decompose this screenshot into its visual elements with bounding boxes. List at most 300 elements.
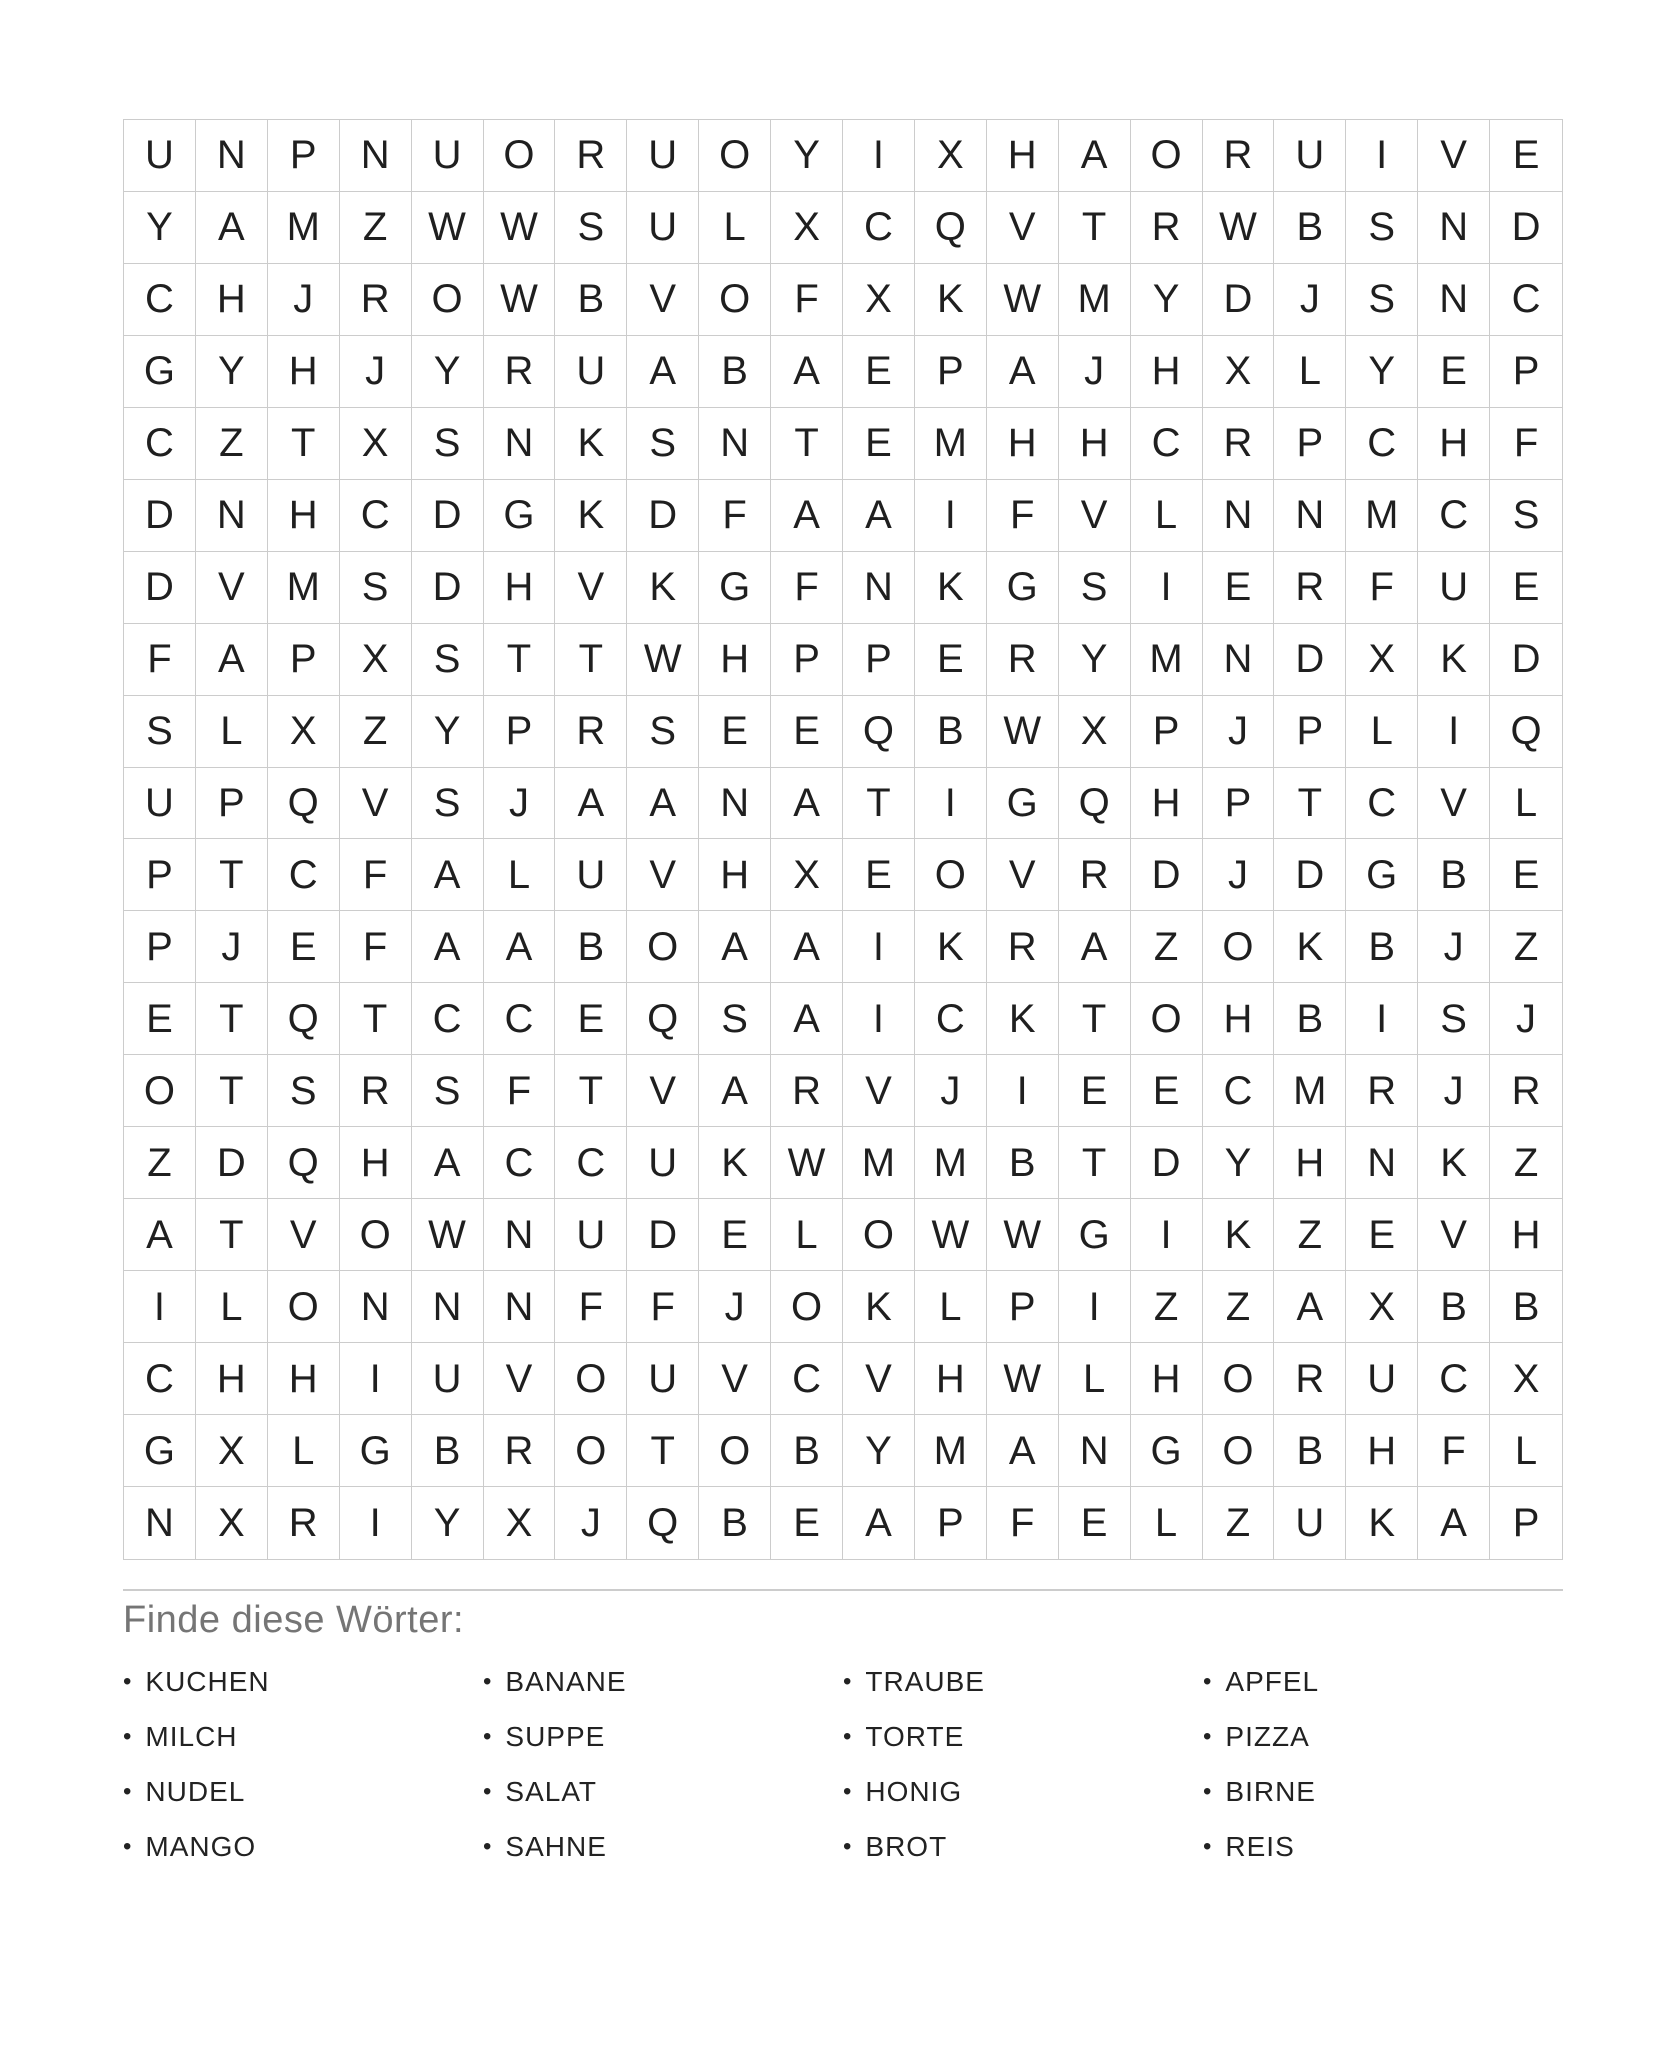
grid-cell[interactable]: A xyxy=(699,911,771,983)
grid-cell[interactable]: V xyxy=(843,1343,915,1415)
grid-cell[interactable]: P xyxy=(1512,1501,1540,1546)
grid-cell[interactable]: H xyxy=(699,624,771,696)
grid-cell[interactable]: J xyxy=(1203,696,1275,768)
grid-cell[interactable]: C xyxy=(771,1343,843,1415)
grid-cell[interactable]: W xyxy=(1203,192,1275,264)
grid-cell[interactable]: Y xyxy=(412,696,484,768)
grid-cell[interactable]: A xyxy=(1059,911,1131,983)
grid-cell[interactable]: H xyxy=(1131,336,1203,408)
grid-cell[interactable]: Z xyxy=(1490,1127,1562,1199)
grid-cell[interactable]: K xyxy=(1274,911,1346,983)
grid-cell[interactable]: C xyxy=(268,839,340,911)
grid-cell[interactable]: V xyxy=(699,1343,771,1415)
grid-cell[interactable]: V xyxy=(196,552,268,624)
grid-cell[interactable]: N xyxy=(699,408,771,480)
grid-cell[interactable]: F xyxy=(484,1055,556,1127)
grid-cell[interactable]: S xyxy=(124,696,196,768)
grid-cell[interactable]: S xyxy=(412,1055,484,1127)
grid-cell[interactable]: U xyxy=(627,192,699,264)
grid-cell[interactable]: F xyxy=(340,911,412,983)
grid-cell[interactable]: K xyxy=(915,911,987,983)
grid-cell[interactable]: L xyxy=(196,1271,268,1343)
grid-cell[interactable]: A xyxy=(627,768,699,840)
grid-cell[interactable]: I xyxy=(1418,696,1490,768)
grid-cell[interactable]: K xyxy=(699,1127,771,1199)
grid-cell[interactable]: C xyxy=(1346,408,1418,480)
grid-cell[interactable]: D xyxy=(1131,839,1203,911)
grid-cell[interactable]: H xyxy=(268,480,340,552)
grid-cell[interactable]: M xyxy=(1346,480,1418,552)
grid-cell[interactable]: F xyxy=(771,552,843,624)
grid-cell[interactable]: Y xyxy=(1203,1127,1275,1199)
grid-cell[interactable]: S xyxy=(627,696,699,768)
grid-cell[interactable]: X xyxy=(340,624,412,696)
grid-cell[interactable]: V xyxy=(268,1199,340,1271)
grid-cell[interactable]: O xyxy=(412,264,484,336)
grid-cell[interactable]: S xyxy=(1418,983,1490,1055)
grid-cell[interactable]: T xyxy=(340,983,412,1055)
grid-cell[interactable]: X xyxy=(1203,336,1275,408)
grid-cell[interactable]: O xyxy=(340,1199,412,1271)
grid-cell[interactable]: Z xyxy=(340,192,412,264)
grid-cell[interactable]: W xyxy=(771,1127,843,1199)
grid-cell[interactable]: J xyxy=(1203,839,1275,911)
grid-cell[interactable]: F xyxy=(1490,408,1562,480)
grid-cell[interactable]: J xyxy=(196,911,268,983)
grid-cell[interactable]: U xyxy=(1274,1487,1346,1559)
grid-cell[interactable]: J xyxy=(555,1487,627,1559)
grid-cell[interactable]: D xyxy=(1490,624,1562,696)
grid-cell[interactable]: P xyxy=(843,624,915,696)
grid-cell[interactable]: O xyxy=(843,1199,915,1271)
grid-cell[interactable]: R xyxy=(771,1055,843,1127)
grid-cell[interactable]: N xyxy=(1418,192,1490,264)
grid-cell[interactable]: S xyxy=(1490,480,1562,552)
grid-cell[interactable]: N xyxy=(340,120,412,192)
grid-cell[interactable]: P xyxy=(1274,408,1346,480)
grid-cell[interactable]: K xyxy=(915,552,987,624)
grid-cell[interactable]: P xyxy=(268,120,340,192)
grid-cell[interactable]: I xyxy=(340,1487,412,1559)
grid-cell[interactable]: R xyxy=(1059,839,1131,911)
grid-cell[interactable]: S xyxy=(627,408,699,480)
grid-cell[interactable]: K xyxy=(843,1271,915,1343)
grid-cell[interactable]: B xyxy=(771,1415,843,1487)
grid-cell[interactable]: Z xyxy=(1203,1487,1275,1559)
grid-cell[interactable]: E xyxy=(843,839,915,911)
grid-cell[interactable]: L xyxy=(268,1415,340,1487)
grid-cell[interactable]: W xyxy=(987,1343,1059,1415)
grid-cell[interactable]: C xyxy=(124,408,196,480)
grid-cell[interactable]: F xyxy=(771,264,843,336)
grid-cell[interactable]: Q xyxy=(1490,696,1562,768)
grid-cell[interactable]: R xyxy=(1274,552,1346,624)
grid-cell[interactable]: C xyxy=(1131,408,1203,480)
grid-cell[interactable]: R xyxy=(484,1415,556,1487)
grid-cell[interactable]: I xyxy=(915,480,987,552)
grid-cell[interactable]: H xyxy=(1059,408,1131,480)
grid-cell[interactable]: Z xyxy=(340,696,412,768)
grid-cell[interactable]: B xyxy=(915,696,987,768)
grid-cell[interactable]: P xyxy=(1203,768,1275,840)
grid-cell[interactable]: A xyxy=(771,911,843,983)
grid-cell[interactable]: M xyxy=(843,1127,915,1199)
grid-cell[interactable]: V xyxy=(555,552,627,624)
grid-cell[interactable]: A xyxy=(196,624,268,696)
grid-cell[interactable]: S xyxy=(412,768,484,840)
grid-cell[interactable]: S xyxy=(412,624,484,696)
grid-cell[interactable]: B xyxy=(1418,839,1490,911)
grid-cell[interactable]: D xyxy=(412,552,484,624)
grid-cell[interactable]: E xyxy=(771,696,843,768)
grid-cell[interactable]: A xyxy=(1059,120,1131,192)
grid-cell[interactable]: T xyxy=(843,768,915,840)
grid-cell[interactable]: B xyxy=(699,336,771,408)
grid-cell[interactable]: F xyxy=(124,624,196,696)
grid-cell[interactable]: I xyxy=(843,911,915,983)
grid-cell[interactable]: A xyxy=(699,1055,771,1127)
grid-cell[interactable]: P xyxy=(268,624,340,696)
grid-cell[interactable]: K xyxy=(987,983,1059,1055)
grid-cell[interactable]: S xyxy=(268,1055,340,1127)
grid-cell[interactable]: I xyxy=(1131,552,1203,624)
grid-cell[interactable]: L xyxy=(1490,1415,1562,1487)
grid-cell[interactable]: E xyxy=(1131,1055,1203,1127)
grid-cell[interactable]: Q xyxy=(627,983,699,1055)
grid-cell[interactable]: R xyxy=(1203,120,1275,192)
grid-cell[interactable]: M xyxy=(915,408,987,480)
grid-cell[interactable]: J xyxy=(484,768,556,840)
grid-cell[interactable]: W xyxy=(627,624,699,696)
grid-cell[interactable]: D xyxy=(1490,192,1562,264)
grid-cell[interactable]: E xyxy=(699,696,771,768)
grid-cell[interactable]: H xyxy=(268,1343,340,1415)
grid-cell[interactable]: B xyxy=(555,264,627,336)
grid-cell[interactable]: A xyxy=(1274,1271,1346,1343)
grid-cell[interactable]: X xyxy=(771,192,843,264)
grid-cell[interactable]: G xyxy=(340,1415,412,1487)
grid-cell[interactable]: L xyxy=(1274,336,1346,408)
grid-cell[interactable]: L xyxy=(1131,480,1203,552)
grid-cell[interactable]: G xyxy=(484,480,556,552)
grid-cell[interactable]: X xyxy=(1059,696,1131,768)
grid-cell[interactable]: H xyxy=(1418,408,1490,480)
grid-cell[interactable]: R xyxy=(555,696,627,768)
grid-cell[interactable]: L xyxy=(484,839,556,911)
grid-cell[interactable]: I xyxy=(843,983,915,1055)
grid-cell[interactable]: A xyxy=(412,911,484,983)
grid-cell[interactable]: P xyxy=(987,1271,1059,1343)
grid-cell[interactable]: I xyxy=(987,1055,1059,1127)
grid-cell[interactable]: U xyxy=(412,1343,484,1415)
grid-cell[interactable]: F xyxy=(627,1271,699,1343)
grid-cell[interactable]: Y xyxy=(771,120,843,192)
grid-cell[interactable]: D xyxy=(124,480,196,552)
grid-cell[interactable]: A xyxy=(412,1127,484,1199)
grid-cell[interactable]: R xyxy=(555,120,627,192)
grid-cell[interactable]: Z xyxy=(1131,1271,1203,1343)
grid-cell[interactable]: E xyxy=(915,624,987,696)
grid-cell[interactable]: X xyxy=(843,264,915,336)
grid-cell[interactable]: H xyxy=(1131,1343,1203,1415)
grid-cell[interactable]: S xyxy=(699,983,771,1055)
grid-cell[interactable]: Y xyxy=(196,336,268,408)
grid-cell[interactable]: Z xyxy=(196,408,268,480)
grid-cell[interactable]: O xyxy=(1203,911,1275,983)
grid-cell[interactable]: T xyxy=(196,983,268,1055)
grid-cell[interactable]: E xyxy=(1418,336,1490,408)
grid-cell[interactable]: D xyxy=(1131,1127,1203,1199)
grid-cell[interactable]: P xyxy=(1490,336,1562,408)
grid-cell[interactable]: H xyxy=(340,1127,412,1199)
grid-cell[interactable]: J xyxy=(1274,264,1346,336)
grid-cell[interactable]: S xyxy=(412,408,484,480)
grid-cell[interactable]: X xyxy=(1346,624,1418,696)
grid-cell[interactable]: T xyxy=(1274,768,1346,840)
grid-cell[interactable]: C xyxy=(843,192,915,264)
grid-cell[interactable]: R xyxy=(1346,1055,1418,1127)
grid-cell[interactable]: L xyxy=(1131,1487,1203,1559)
grid-cell[interactable]: P xyxy=(484,696,556,768)
grid-cell[interactable]: A xyxy=(843,480,915,552)
grid-cell[interactable]: I xyxy=(340,1343,412,1415)
grid-cell[interactable]: S xyxy=(1346,192,1418,264)
grid-cell[interactable]: S xyxy=(340,552,412,624)
grid-cell[interactable]: U xyxy=(1274,120,1346,192)
grid-cell[interactable]: B xyxy=(1274,983,1346,1055)
grid-cell[interactable]: R xyxy=(268,1487,340,1559)
grid-cell[interactable]: K xyxy=(555,480,627,552)
grid-cell[interactable]: O xyxy=(699,1415,771,1487)
grid-cell[interactable]: L xyxy=(1346,696,1418,768)
grid-cell[interactable]: V xyxy=(987,192,1059,264)
grid-cell[interactable]: F xyxy=(555,1271,627,1343)
grid-cell[interactable]: A xyxy=(843,1487,915,1559)
grid-cell[interactable]: I xyxy=(1131,1199,1203,1271)
grid-cell[interactable]: Y xyxy=(843,1415,915,1487)
grid-cell[interactable]: M xyxy=(1274,1055,1346,1127)
grid-cell[interactable]: D xyxy=(196,1127,268,1199)
grid-cell[interactable]: L xyxy=(1490,768,1562,840)
grid-cell[interactable]: T xyxy=(771,408,843,480)
grid-cell[interactable]: U xyxy=(627,120,699,192)
grid-cell[interactable]: C xyxy=(124,1343,196,1415)
grid-cell[interactable]: L xyxy=(915,1271,987,1343)
grid-cell[interactable]: O xyxy=(1131,120,1203,192)
grid-cell[interactable]: X xyxy=(771,839,843,911)
grid-cell[interactable]: X xyxy=(196,1487,268,1559)
grid-cell[interactable]: M xyxy=(268,552,340,624)
grid-cell[interactable]: W xyxy=(412,192,484,264)
grid-cell[interactable]: O xyxy=(1203,1415,1275,1487)
grid-cell[interactable]: D xyxy=(627,480,699,552)
grid-cell[interactable]: A xyxy=(1418,1487,1490,1559)
grid-cell[interactable]: W xyxy=(915,1199,987,1271)
grid-cell[interactable]: E xyxy=(555,983,627,1055)
grid-cell[interactable]: O xyxy=(915,839,987,911)
grid-cell[interactable]: F xyxy=(340,839,412,911)
grid-cell[interactable]: A xyxy=(627,336,699,408)
grid-cell[interactable]: J xyxy=(268,264,340,336)
grid-cell[interactable]: N xyxy=(699,768,771,840)
grid-cell[interactable]: T xyxy=(1059,983,1131,1055)
grid-cell[interactable]: B xyxy=(1490,1271,1562,1343)
grid-cell[interactable]: U xyxy=(555,1199,627,1271)
grid-cell[interactable]: A xyxy=(555,768,627,840)
grid-cell[interactable]: E xyxy=(1490,120,1562,192)
grid-cell[interactable]: C xyxy=(555,1127,627,1199)
grid-cell[interactable]: R xyxy=(1203,408,1275,480)
grid-cell[interactable]: P xyxy=(124,839,196,911)
grid-cell[interactable]: D xyxy=(412,480,484,552)
grid-cell[interactable]: P xyxy=(915,336,987,408)
grid-cell[interactable]: N xyxy=(1203,480,1275,552)
grid-cell[interactable]: C xyxy=(1203,1055,1275,1127)
grid-cell[interactable]: U xyxy=(1346,1343,1418,1415)
grid-cell[interactable]: N xyxy=(196,120,268,192)
grid-cell[interactable]: E xyxy=(771,1487,843,1559)
grid-cell[interactable]: C xyxy=(484,983,556,1055)
grid-cell[interactable]: O xyxy=(1131,983,1203,1055)
grid-cell[interactable]: J xyxy=(1418,911,1490,983)
grid-cell[interactable]: H xyxy=(1274,1127,1346,1199)
grid-cell[interactable]: E xyxy=(699,1199,771,1271)
grid-cell[interactable]: P xyxy=(1274,696,1346,768)
grid-cell[interactable]: W xyxy=(412,1199,484,1271)
grid-cell[interactable]: N xyxy=(124,1487,196,1559)
grid-cell[interactable]: N xyxy=(196,480,268,552)
grid-cell[interactable]: R xyxy=(484,336,556,408)
grid-cell[interactable]: K xyxy=(627,552,699,624)
grid-cell[interactable]: Y xyxy=(412,336,484,408)
grid-cell[interactable]: R xyxy=(340,1055,412,1127)
grid-cell[interactable]: H xyxy=(268,336,340,408)
grid-cell[interactable]: G xyxy=(1346,839,1418,911)
grid-cell[interactable]: E xyxy=(1059,1055,1131,1127)
grid-cell[interactable]: X xyxy=(196,1415,268,1487)
grid-cell[interactable]: O xyxy=(555,1415,627,1487)
grid-cell[interactable]: H xyxy=(987,408,1059,480)
grid-cell[interactable]: N xyxy=(1203,624,1275,696)
grid-cell[interactable]: N xyxy=(1346,1127,1418,1199)
grid-cell[interactable]: T xyxy=(196,839,268,911)
grid-cell[interactable]: Q xyxy=(268,983,340,1055)
grid-cell[interactable]: H xyxy=(1346,1415,1418,1487)
grid-cell[interactable]: J xyxy=(915,1055,987,1127)
grid-cell[interactable]: V xyxy=(340,768,412,840)
grid-cell[interactable]: E xyxy=(843,336,915,408)
grid-cell[interactable]: M xyxy=(1131,624,1203,696)
grid-cell[interactable]: N xyxy=(1274,480,1346,552)
grid-cell[interactable]: V xyxy=(627,839,699,911)
grid-cell[interactable]: W xyxy=(484,264,556,336)
grid-cell[interactable]: J xyxy=(1418,1055,1490,1127)
grid-cell[interactable]: Q xyxy=(843,696,915,768)
grid-cell[interactable]: W xyxy=(484,192,556,264)
grid-cell[interactable]: X xyxy=(1490,1343,1562,1415)
grid-cell[interactable]: P xyxy=(915,1487,987,1559)
grid-cell[interactable]: C xyxy=(1490,264,1562,336)
grid-cell[interactable]: H xyxy=(987,120,1059,192)
grid-cell[interactable]: T xyxy=(555,624,627,696)
grid-cell[interactable]: I xyxy=(124,1271,196,1343)
grid-cell[interactable]: O xyxy=(627,911,699,983)
grid-cell[interactable]: H xyxy=(196,1343,268,1415)
grid-cell[interactable]: C xyxy=(915,983,987,1055)
grid-cell[interactable]: R xyxy=(340,264,412,336)
grid-cell[interactable]: E xyxy=(1346,1199,1418,1271)
grid-cell[interactable]: U xyxy=(124,768,196,840)
grid-cell[interactable]: O xyxy=(268,1271,340,1343)
grid-cell[interactable]: S xyxy=(555,192,627,264)
grid-cell[interactable]: H xyxy=(1490,1199,1562,1271)
grid-cell[interactable]: N xyxy=(843,552,915,624)
grid-cell[interactable]: H xyxy=(915,1343,987,1415)
grid-cell[interactable]: B xyxy=(987,1127,1059,1199)
grid-cell[interactable]: A xyxy=(771,768,843,840)
grid-cell[interactable]: U xyxy=(627,1127,699,1199)
grid-cell[interactable]: M xyxy=(268,192,340,264)
grid-cell[interactable]: T xyxy=(627,1415,699,1487)
grid-cell[interactable]: W xyxy=(987,1199,1059,1271)
grid-cell[interactable]: N xyxy=(484,1199,556,1271)
grid-cell[interactable]: K xyxy=(1418,1127,1490,1199)
grid-cell[interactable]: Z xyxy=(1490,911,1562,983)
grid-cell[interactable]: T xyxy=(555,1055,627,1127)
grid-cell[interactable]: W xyxy=(987,696,1059,768)
grid-cell[interactable]: Q xyxy=(1059,768,1131,840)
grid-cell[interactable]: K xyxy=(555,408,627,480)
grid-cell[interactable]: M xyxy=(915,1415,987,1487)
grid-cell[interactable]: E xyxy=(268,911,340,983)
grid-cell[interactable]: X xyxy=(268,696,340,768)
grid-cell[interactable]: E xyxy=(1059,1487,1131,1559)
grid-cell[interactable]: D xyxy=(1274,839,1346,911)
grid-cell[interactable]: K xyxy=(1418,624,1490,696)
grid-cell[interactable]: D xyxy=(627,1199,699,1271)
grid-cell[interactable]: Z xyxy=(1203,1271,1275,1343)
grid-cell[interactable]: T xyxy=(1059,1127,1131,1199)
grid-cell[interactable]: Q xyxy=(627,1487,699,1559)
grid-cell[interactable]: V xyxy=(1418,120,1490,192)
grid-cell[interactable]: B xyxy=(1274,1415,1346,1487)
grid-cell[interactable]: A xyxy=(771,480,843,552)
grid-cell[interactable]: I xyxy=(915,768,987,840)
grid-cell[interactable]: Z xyxy=(1274,1199,1346,1271)
grid-cell[interactable]: Y xyxy=(1131,264,1203,336)
grid-cell[interactable]: B xyxy=(1346,911,1418,983)
grid-cell[interactable]: I xyxy=(843,120,915,192)
grid-cell[interactable]: Q xyxy=(268,768,340,840)
grid-cell[interactable]: U xyxy=(555,839,627,911)
grid-cell[interactable]: B xyxy=(412,1415,484,1487)
grid-cell[interactable]: I xyxy=(1059,1271,1131,1343)
grid-cell[interactable]: Y xyxy=(412,1487,484,1559)
grid-cell[interactable]: R xyxy=(1274,1343,1346,1415)
grid-cell[interactable]: M xyxy=(915,1127,987,1199)
grid-cell[interactable]: V xyxy=(627,264,699,336)
grid-cell[interactable]: D xyxy=(1203,264,1275,336)
grid-cell[interactable]: N xyxy=(484,408,556,480)
grid-cell[interactable]: C xyxy=(1418,1343,1490,1415)
grid-cell[interactable]: R xyxy=(987,911,1059,983)
grid-cell[interactable]: Y xyxy=(124,192,196,264)
grid-cell[interactable]: O xyxy=(124,1055,196,1127)
grid-cell[interactable]: D xyxy=(124,552,196,624)
grid-cell[interactable]: F xyxy=(699,480,771,552)
grid-cell[interactable]: G xyxy=(1059,1199,1131,1271)
grid-cell[interactable]: Z xyxy=(124,1127,196,1199)
